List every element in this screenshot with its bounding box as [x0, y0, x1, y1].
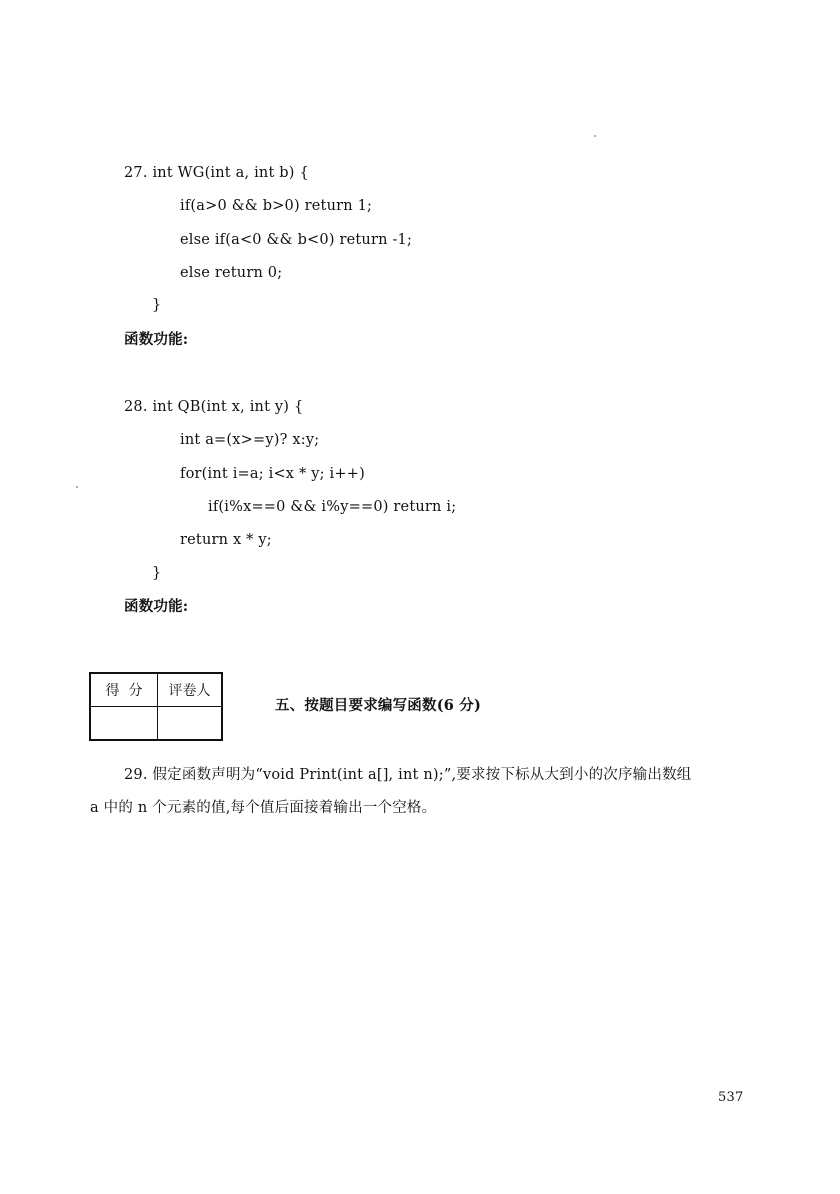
q28-line-3: for(int i=a; i<x * y; i++) — [180, 466, 365, 482]
grader-header: 评卷人 — [158, 673, 223, 707]
page-number: 537 — [718, 1090, 744, 1105]
score-cell — [90, 707, 158, 741]
q27-line-3: else if(a<0 && b<0) return -1; — [180, 232, 413, 248]
q28-line-5: return x * y; — [180, 532, 272, 548]
q28-line-4: if(i%x==0 && i%y==0) return i; — [208, 499, 457, 515]
q27-line-1: 27. int WG(int a, int b) { — [124, 165, 309, 181]
scan-speck — [594, 135, 596, 137]
q27-line-2: if(a>0 && b>0) return 1; — [180, 198, 373, 214]
q28-line-2: int a=(x>=y)? x:y; — [180, 432, 320, 448]
q29-line-2: a 中的 n 个元素的值,每个值后面接着输出一个空格。 — [90, 800, 437, 816]
q27-function-label: 函数功能: — [124, 331, 189, 348]
q28-line-6: } — [152, 565, 162, 581]
score-header: 得 分 — [90, 673, 158, 707]
grader-cell — [158, 707, 223, 741]
q27-line-4: else return 0; — [180, 265, 283, 281]
q28-line-1: 28. int QB(int x, int y) { — [124, 399, 304, 415]
q29-line-1: 29. 假定函数声明为“void Print(int a[], int n);”,要求按下标从大到小的次序输出数组 — [124, 767, 692, 783]
section-title: 五、按题目要求编写函数(6 分) — [275, 697, 482, 714]
score-table — [89, 672, 223, 741]
scan-speck — [76, 486, 78, 488]
q28-function-label: 函数功能: — [124, 598, 189, 615]
q27-line-5: } — [152, 297, 162, 313]
